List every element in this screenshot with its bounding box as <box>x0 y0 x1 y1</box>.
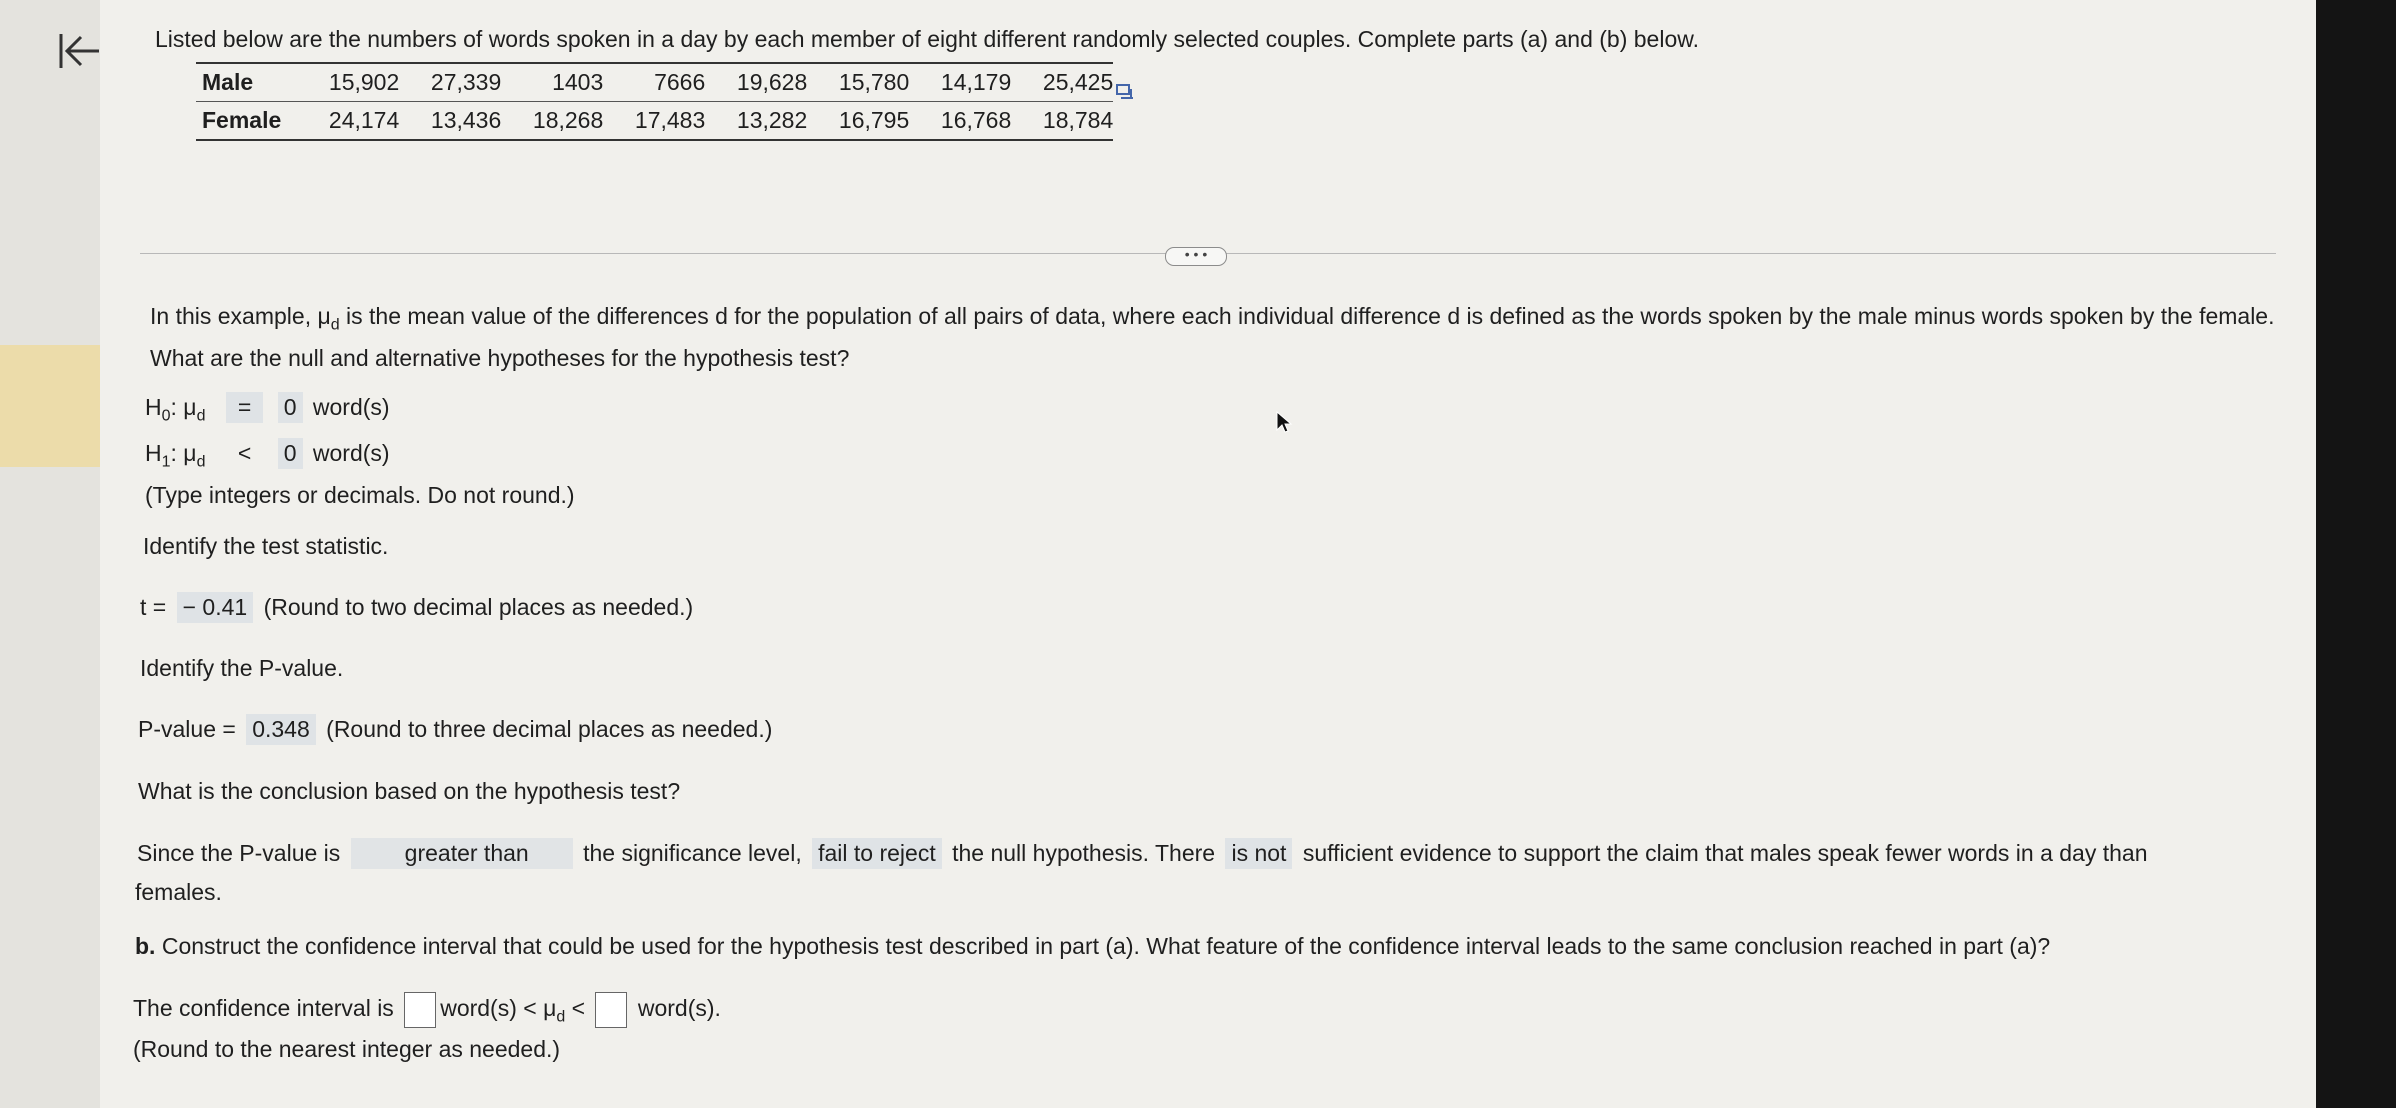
evidence-select[interactable]: is not <box>1225 838 1292 869</box>
table-cell: 18,268 <box>532 107 604 133</box>
row-label: Female <box>202 107 282 133</box>
expand-more-button[interactable]: • • • <box>1165 247 1227 266</box>
h0-operator-select[interactable]: = <box>226 392 263 423</box>
row-label: Male <box>202 69 254 95</box>
table-cell: 14,179 <box>940 69 1012 95</box>
table-cell: 7666 <box>654 69 706 95</box>
null-hypothesis: $H_0$: $\mu_d = 0$ word(s) <box>145 394 390 425</box>
table-cell: 13,282 <box>736 107 808 133</box>
pvalue-prompt: Identify the P-value. <box>140 655 344 681</box>
ci-upper-input[interactable] <box>595 992 627 1028</box>
part-b-question: b. Construct the confidence interval that could be used for the hypothesis test described in part (a). What feature of the confidence interval leads to the same conclusion reached in part (a)? <box>135 933 2051 959</box>
pvalue-row: P-value = 0.348 (Round to three decimal places as needed.) <box>138 714 772 745</box>
collapse-left-icon[interactable] <box>55 26 105 76</box>
table-row <box>196 102 1113 141</box>
table-cell: 15,902 <box>328 69 400 95</box>
table-cell: 16,795 <box>838 107 910 133</box>
table-cell: 16,768 <box>940 107 1012 133</box>
reject-decision-select[interactable]: fail to reject <box>812 838 942 869</box>
table-cell: 19,628 <box>736 69 808 95</box>
h1-operator-select[interactable]: < <box>237 440 252 466</box>
table-cell: 17,483 <box>634 107 706 133</box>
table-cell: 1403 <box>552 69 604 95</box>
table-cell: 18,784 <box>1042 107 1114 133</box>
hypothesis-note: (Type integers or decimals. Do not round.) <box>145 482 575 508</box>
table-cell: 24,174 <box>328 107 400 133</box>
conclusion-sentence: Since the P-value is greater than the significance level, fail to reject the null hypothesis. There is not sufficient evidence to support the claim that males speak fewer words in a day than <box>137 838 2148 869</box>
mouse-cursor-icon <box>1275 410 1293 434</box>
h0-value-input[interactable]: 0 <box>278 392 303 423</box>
table-row <box>196 63 1113 102</box>
table-cell: 15,780 <box>838 69 910 95</box>
right-edge-bar <box>2316 0 2396 1108</box>
table-cell: 13,436 <box>430 107 502 133</box>
test-stat-prompt: Identify the test statistic. <box>143 533 389 559</box>
copy-table-icon[interactable] <box>1116 84 1134 100</box>
table-cell: 27,339 <box>430 69 502 95</box>
table-cell: 25,425 <box>1042 69 1114 95</box>
conclusion-prompt: What is the conclusion based on the hypothesis test? <box>138 778 681 804</box>
pvalue-input[interactable]: 0.348 <box>246 714 316 745</box>
alt-hypothesis: $H_1$: $\mu_d < 0$ word(s) <box>145 440 390 471</box>
test-stat-row: t = − 0.41 (Round to two decimal places as needed.) <box>140 592 693 623</box>
data-table <box>196 62 1113 141</box>
question-text: In this example, $\mu_d$ is the mean value of the differences d for the population of all pairs of data, where each individual difference d is defined as the words spoken by the male minus words spoken by the female. What are the null and alternative hypotheses for the hypothesis test? <box>150 303 2275 371</box>
sidebar-highlight <box>0 345 115 467</box>
h1-value-input[interactable]: 0 <box>278 438 303 469</box>
test-stat-input[interactable]: − 0.41 <box>177 592 254 623</box>
ci-row: The confidence interval is word(s) < $\mu_d$ < word(s). <box>133 992 721 1028</box>
conclusion-sentence-end: females. <box>135 879 222 905</box>
pvalue-comparison-select[interactable]: greater than <box>351 838 573 869</box>
ci-lower-input[interactable] <box>404 992 436 1028</box>
intro-text: Listed below are the numbers of words spoken in a day by each member of eight different randomly selected couples. Complete parts (a) and (b) below. <box>155 26 1699 52</box>
ci-note: (Round to the nearest integer as needed.) <box>133 1036 561 1062</box>
